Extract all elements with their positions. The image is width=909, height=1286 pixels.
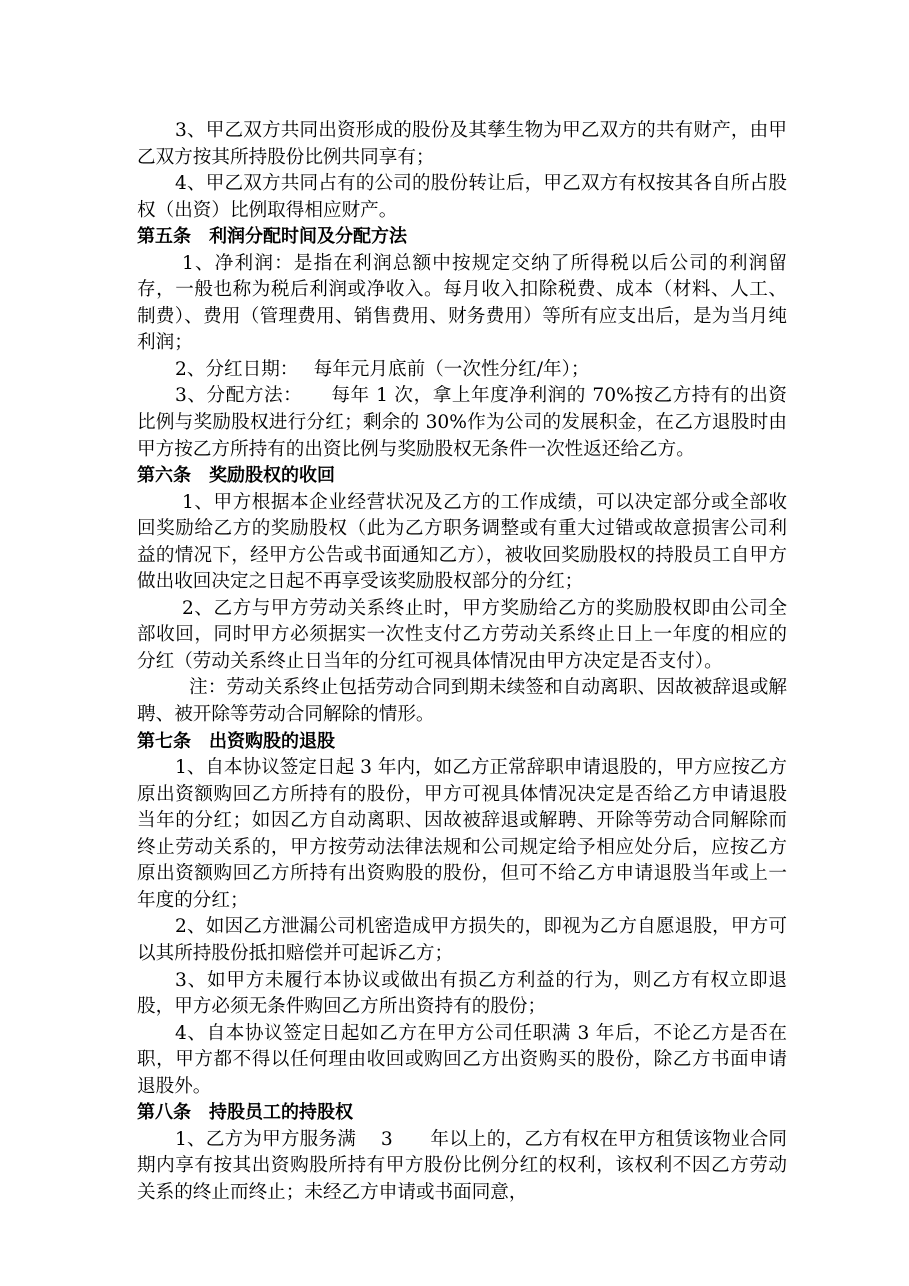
article-7-clause-2: 2、如因乙方泄漏公司机密造成甲方损失的，即视为乙方自愿退股，甲方可以其所持股份抵扣赔偿并可起诉乙方； (137, 916, 787, 964)
clause-4-3: 3、甲乙双方共同出资形成的股份及其孳生物为甲乙双方的共有财产，由甲乙双方按其所持股份比例共同享有； (137, 120, 787, 168)
article-5-clause-2: 2、分红日期： 每年元月底前（一次性分红/年）； (175, 358, 590, 380)
article-5-title: 第五条 利润分配时间及分配方法 (137, 226, 407, 248)
article-6-note: 注：劳动关系终止包括劳动合同到期未续签和自动离职、因故被辞退或解聘、被开除等劳动合同解除的情形。 (137, 677, 787, 726)
article-6-clause-1: 1、甲方根据本企业经营状况及乙方的工作成绩，可以决定部分或全部收回奖励给乙方的奖励股权（此为乙方职务调整或有重大过错或故意损害公司利益的情况下，经甲方公告或书面通知乙方），被收回奖励股权的持股员工自甲方做出收回决定之日起不再享受该奖励股权部分的分红； (137, 491, 787, 593)
article-6-clause-2: 2、乙方与甲方劳动关系终止时，甲方奖励给乙方的奖励股权即由公司全部收回，同时甲方必须据实一次性支付乙方劳动关系终止日上一年度的相应的分红（劳动关系终止日当年的分红可视具体情况由甲方决定是否支付）。 (137, 597, 787, 672)
clause-4-4: 4、甲乙双方共同占有的公司的股份转让后，甲乙双方有权按其各自所占股权（出资）比例取得相应财产。 (137, 173, 787, 221)
article-7-clause-4: 4、自本协议签定日起如乙方在甲方公司任职满 3 年后，不论乙方是否在职，甲方都不得以任何理由收回或购回乙方出资购买的股份，除乙方书面申请退股外。 (137, 1022, 787, 1097)
article-7-clause-3: 3、如甲方未履行本协议或做出有损乙方利益的行为，则乙方有权立即退股，甲方必须无条件购回乙方所出资持有的股份； (137, 969, 787, 1018)
article-8-clause-1: 1、乙方为甲方服务满 3 年以上的，乙方有权在甲方租赁该物业合同期内享有按其出资购股所持有甲方股份比例分红的权利，该权利不因乙方劳动关系的终止而终止；未经乙方申请或书面同意， (137, 1128, 787, 1203)
article-6-title: 第六条 奖励股权的收回 (137, 465, 335, 487)
article-8-title: 第八条 持股员工的持股权 (137, 1102, 353, 1124)
article-7-title: 第七条 出资购股的退股 (137, 730, 335, 752)
article-7-clause-1: 1、自本协议签定日起 3 年内，如乙方正常辞职申请退股的，甲方应按乙方原出资额购回乙方所持有的股份，甲方可视具体情况决定是否给乙方申请退股当年的分红；如因乙方自动离职、因故被辞退或解聘、开除等劳动合同解除而终止劳动关系的，甲方按劳动法律法规和公司规定给予相应处分后，应按乙方原出资额购回乙方所持有出资购股的股份，但可不给乙方申请退股当年或上一年度的分红； (137, 757, 787, 911)
document-page (137, 118, 787, 1206)
article-5-clause-3: 3、分配方法： 每年 1 次，拿上年度净利润的 70%按乙方持有的出资比例与奖励股权进行分红；剩余的 30%作为公司的发展积金，在乙方退股时由甲方按乙方所持有的出资比例与奖励股权无条件一次性返还给乙方。 (137, 385, 787, 460)
article-5-clause-1: 1、净利润：是指在利润总额中按规定交纳了所得税以后公司的利润留存，一般也称为税后利润或净收入。每月收入扣除税费、成本（材料、人工、制费）、费用（管理费用、销售费用、财务费用）等所有应支出后，是为当月纯利润； (137, 252, 787, 354)
